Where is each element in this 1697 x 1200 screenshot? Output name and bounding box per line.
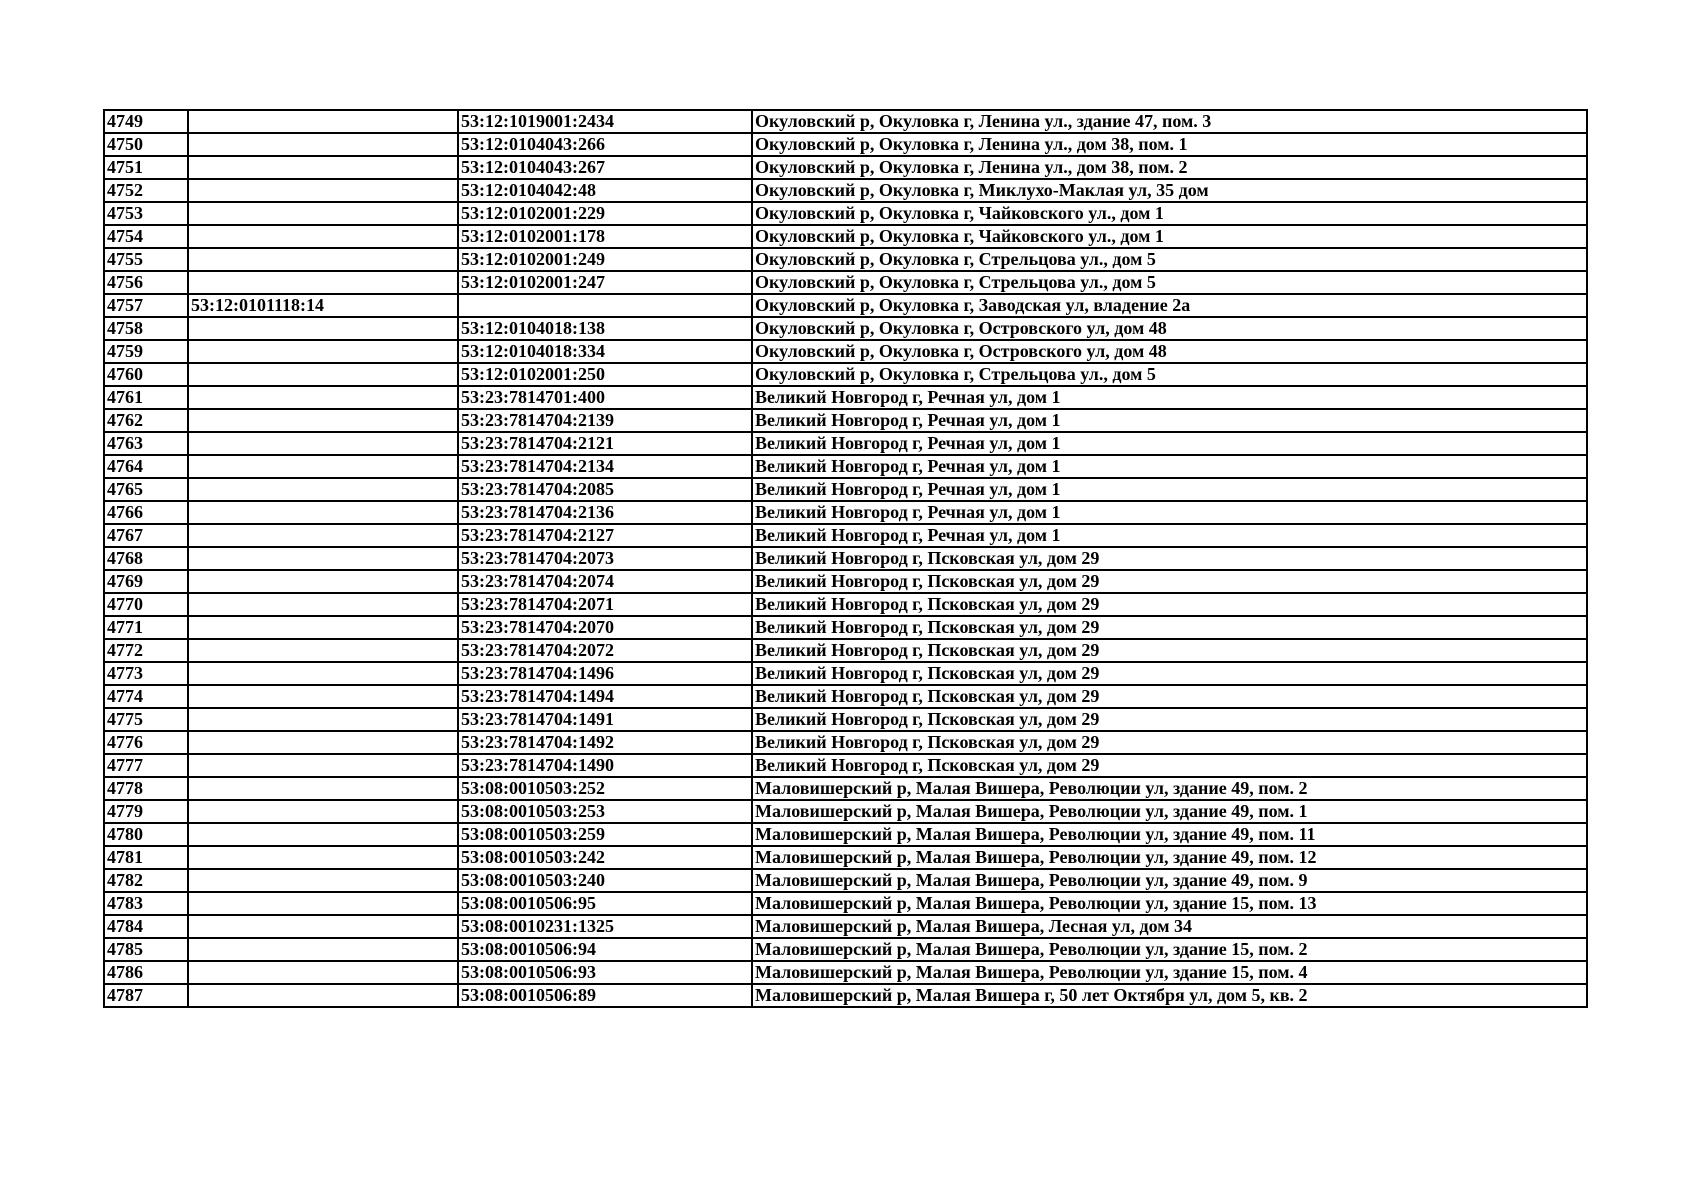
object-cadastral-number-cell: 53:08:0010506:93 xyxy=(458,961,752,984)
table-row xyxy=(104,340,1587,363)
land-cadastral-number-cell xyxy=(188,731,458,754)
object-cadastral-number-cell: 53:08:0010506:95 xyxy=(458,892,752,915)
object-cadastral-number-cell: 53:23:7814704:2073 xyxy=(458,547,752,570)
row-number-cell: 4772 xyxy=(104,639,188,662)
address-cell: Окуловский р, Окуловка г, Ленина ул., дом 38, пом. 1 xyxy=(752,133,1587,156)
object-cadastral-number-cell xyxy=(458,294,752,317)
table-row xyxy=(104,639,1587,662)
land-cadastral-number-cell xyxy=(188,938,458,961)
land-cadastral-number-cell xyxy=(188,984,458,1007)
table-row xyxy=(104,915,1587,938)
object-cadastral-number-cell: 53:12:0104043:267 xyxy=(458,156,752,179)
address-cell: Великий Новгород г, Псковская ул, дом 29 xyxy=(752,593,1587,616)
table-row xyxy=(104,110,1587,133)
land-cadastral-number-cell: 53:12:0101118:14 xyxy=(188,294,458,317)
table-row xyxy=(104,156,1587,179)
row-number-cell: 4776 xyxy=(104,731,188,754)
row-number-cell: 4774 xyxy=(104,685,188,708)
row-number-cell: 4756 xyxy=(104,271,188,294)
land-cadastral-number-cell xyxy=(188,593,458,616)
object-cadastral-number-cell: 53:23:7814704:2085 xyxy=(458,478,752,501)
land-cadastral-number-cell xyxy=(188,547,458,570)
address-cell: Маловишерский р, Малая Вишера, Революции ул, здание 49, пом. 12 xyxy=(752,846,1587,869)
address-cell: Окуловский р, Окуловка г, Стрельцова ул., дом 5 xyxy=(752,248,1587,271)
row-number-cell: 4779 xyxy=(104,800,188,823)
address-cell: Великий Новгород г, Псковская ул, дом 29 xyxy=(752,570,1587,593)
address-cell: Маловишерский р, Малая Вишера, Революции ул, здание 15, пом. 2 xyxy=(752,938,1587,961)
object-cadastral-number-cell: 53:12:0104042:48 xyxy=(458,179,752,202)
table-row xyxy=(104,225,1587,248)
object-cadastral-number-cell: 53:23:7814704:1492 xyxy=(458,731,752,754)
land-cadastral-number-cell xyxy=(188,179,458,202)
object-cadastral-number-cell: 53:23:7814704:2139 xyxy=(458,409,752,432)
table-row xyxy=(104,294,1587,317)
row-number-cell: 4758 xyxy=(104,317,188,340)
object-cadastral-number-cell: 53:12:0102001:250 xyxy=(458,363,752,386)
land-cadastral-number-cell xyxy=(188,363,458,386)
address-cell: Великий Новгород г, Речная ул, дом 1 xyxy=(752,455,1587,478)
address-cell: Окуловский р, Окуловка г, Стрельцова ул., дом 5 xyxy=(752,271,1587,294)
table-row xyxy=(104,731,1587,754)
row-number-cell: 4750 xyxy=(104,133,188,156)
row-number-cell: 4760 xyxy=(104,363,188,386)
land-cadastral-number-cell xyxy=(188,639,458,662)
row-number-cell: 4769 xyxy=(104,570,188,593)
table-row xyxy=(104,524,1587,547)
row-number-cell: 4787 xyxy=(104,984,188,1007)
object-cadastral-number-cell: 53:23:7814704:1491 xyxy=(458,708,752,731)
object-cadastral-number-cell: 53:08:0010506:89 xyxy=(458,984,752,1007)
object-cadastral-number-cell: 53:08:0010231:1325 xyxy=(458,915,752,938)
land-cadastral-number-cell xyxy=(188,915,458,938)
object-cadastral-number-cell: 53:12:0102001:178 xyxy=(458,225,752,248)
row-number-cell: 4763 xyxy=(104,432,188,455)
land-cadastral-number-cell xyxy=(188,133,458,156)
row-number-cell: 4781 xyxy=(104,846,188,869)
table-row xyxy=(104,547,1587,570)
row-number-cell: 4764 xyxy=(104,455,188,478)
row-number-cell: 4780 xyxy=(104,823,188,846)
land-cadastral-number-cell xyxy=(188,478,458,501)
table-row xyxy=(104,570,1587,593)
object-cadastral-number-cell: 53:23:7814704:2071 xyxy=(458,593,752,616)
address-cell: Маловишерский р, Малая Вишера, Революции ул, здание 49, пом. 2 xyxy=(752,777,1587,800)
address-cell: Окуловский р, Окуловка г, Островского ул, дом 48 xyxy=(752,317,1587,340)
table-row xyxy=(104,478,1587,501)
address-cell: Великий Новгород г, Псковская ул, дом 29 xyxy=(752,685,1587,708)
table-row xyxy=(104,317,1587,340)
table-row xyxy=(104,202,1587,225)
land-cadastral-number-cell xyxy=(188,869,458,892)
object-cadastral-number-cell: 53:23:7814704:2136 xyxy=(458,501,752,524)
object-cadastral-number-cell: 53:23:7814704:1496 xyxy=(458,662,752,685)
row-number-cell: 4762 xyxy=(104,409,188,432)
table-row xyxy=(104,363,1587,386)
property-table xyxy=(103,109,1588,1008)
address-cell: Окуловский р, Окуловка г, Миклухо-Маклая ул, 35 дом xyxy=(752,179,1587,202)
row-number-cell: 4755 xyxy=(104,248,188,271)
table-row xyxy=(104,984,1587,1007)
row-number-cell: 4765 xyxy=(104,478,188,501)
address-cell: Окуловский р, Окуловка г, Заводская ул, владение 2а xyxy=(752,294,1587,317)
land-cadastral-number-cell xyxy=(188,317,458,340)
land-cadastral-number-cell xyxy=(188,455,458,478)
row-number-cell: 4786 xyxy=(104,961,188,984)
object-cadastral-number-cell: 53:08:0010503:242 xyxy=(458,846,752,869)
row-number-cell: 4773 xyxy=(104,662,188,685)
land-cadastral-number-cell xyxy=(188,662,458,685)
table-row xyxy=(104,616,1587,639)
table-row xyxy=(104,938,1587,961)
row-number-cell: 4757 xyxy=(104,294,188,317)
land-cadastral-number-cell xyxy=(188,409,458,432)
row-number-cell: 4761 xyxy=(104,386,188,409)
address-cell: Великий Новгород г, Речная ул, дом 1 xyxy=(752,386,1587,409)
address-cell: Окуловский р, Окуловка г, Ленина ул., дом 38, пом. 2 xyxy=(752,156,1587,179)
object-cadastral-number-cell: 53:12:1019001:2434 xyxy=(458,110,752,133)
row-number-cell: 4785 xyxy=(104,938,188,961)
table-body xyxy=(104,110,1587,1007)
address-cell: Великий Новгород г, Псковская ул, дом 29 xyxy=(752,639,1587,662)
land-cadastral-number-cell xyxy=(188,961,458,984)
row-number-cell: 4753 xyxy=(104,202,188,225)
object-cadastral-number-cell: 53:12:0104018:138 xyxy=(458,317,752,340)
address-cell: Великий Новгород г, Псковская ул, дом 29 xyxy=(752,616,1587,639)
address-cell: Великий Новгород г, Речная ул, дом 1 xyxy=(752,478,1587,501)
address-cell: Великий Новгород г, Псковская ул, дом 29 xyxy=(752,547,1587,570)
land-cadastral-number-cell xyxy=(188,616,458,639)
table-row xyxy=(104,271,1587,294)
land-cadastral-number-cell xyxy=(188,110,458,133)
address-cell: Окуловский р, Окуловка г, Островского ул, дом 48 xyxy=(752,340,1587,363)
row-number-cell: 4752 xyxy=(104,179,188,202)
table-row xyxy=(104,455,1587,478)
address-cell: Маловишерский р, Малая Вишера, Революции ул, здание 49, пом. 9 xyxy=(752,869,1587,892)
table-row xyxy=(104,892,1587,915)
land-cadastral-number-cell xyxy=(188,386,458,409)
table-row xyxy=(104,754,1587,777)
object-cadastral-number-cell: 53:08:0010503:259 xyxy=(458,823,752,846)
row-number-cell: 4749 xyxy=(104,110,188,133)
object-cadastral-number-cell: 53:12:0102001:247 xyxy=(458,271,752,294)
address-cell: Окуловский р, Окуловка г, Ленина ул., здание 47, пом. 3 xyxy=(752,110,1587,133)
table-row xyxy=(104,777,1587,800)
table-row xyxy=(104,961,1587,984)
object-cadastral-number-cell: 53:08:0010506:94 xyxy=(458,938,752,961)
land-cadastral-number-cell xyxy=(188,708,458,731)
land-cadastral-number-cell xyxy=(188,777,458,800)
table-row xyxy=(104,708,1587,731)
object-cadastral-number-cell: 53:23:7814704:2121 xyxy=(458,432,752,455)
address-cell: Великий Новгород г, Речная ул, дом 1 xyxy=(752,524,1587,547)
address-cell: Великий Новгород г, Речная ул, дом 1 xyxy=(752,501,1587,524)
land-cadastral-number-cell xyxy=(188,225,458,248)
land-cadastral-number-cell xyxy=(188,340,458,363)
address-cell: Великий Новгород г, Псковская ул, дом 29 xyxy=(752,708,1587,731)
table-row xyxy=(104,501,1587,524)
table-row xyxy=(104,248,1587,271)
object-cadastral-number-cell: 53:23:7814704:2070 xyxy=(458,616,752,639)
address-cell: Окуловский р, Окуловка г, Чайковского ул., дом 1 xyxy=(752,202,1587,225)
row-number-cell: 4770 xyxy=(104,593,188,616)
table-row xyxy=(104,662,1587,685)
object-cadastral-number-cell: 53:08:0010503:252 xyxy=(458,777,752,800)
land-cadastral-number-cell xyxy=(188,823,458,846)
table-row xyxy=(104,593,1587,616)
row-number-cell: 4751 xyxy=(104,156,188,179)
table-row xyxy=(104,800,1587,823)
land-cadastral-number-cell xyxy=(188,501,458,524)
object-cadastral-number-cell: 53:08:0010503:253 xyxy=(458,800,752,823)
address-cell: Великий Новгород г, Речная ул, дом 1 xyxy=(752,409,1587,432)
object-cadastral-number-cell: 53:23:7814704:2074 xyxy=(458,570,752,593)
object-cadastral-number-cell: 53:08:0010503:240 xyxy=(458,869,752,892)
row-number-cell: 4777 xyxy=(104,754,188,777)
row-number-cell: 4775 xyxy=(104,708,188,731)
table-row xyxy=(104,179,1587,202)
row-number-cell: 4767 xyxy=(104,524,188,547)
address-cell: Маловишерский р, Малая Вишера, Лесная ул, дом 34 xyxy=(752,915,1587,938)
address-cell: Маловишерский р, Малая Вишера, Революции ул, здание 49, пом. 1 xyxy=(752,800,1587,823)
address-cell: Окуловский р, Окуловка г, Чайковского ул., дом 1 xyxy=(752,225,1587,248)
address-cell: Маловишерский р, Малая Вишера, Революции ул, здание 15, пом. 4 xyxy=(752,961,1587,984)
object-cadastral-number-cell: 53:23:7814704:2127 xyxy=(458,524,752,547)
object-cadastral-number-cell: 53:12:0102001:229 xyxy=(458,202,752,225)
land-cadastral-number-cell xyxy=(188,432,458,455)
object-cadastral-number-cell: 53:23:7814704:2072 xyxy=(458,639,752,662)
land-cadastral-number-cell xyxy=(188,156,458,179)
object-cadastral-number-cell: 53:12:0102001:249 xyxy=(458,248,752,271)
table-row xyxy=(104,432,1587,455)
address-cell: Великий Новгород г, Речная ул, дом 1 xyxy=(752,432,1587,455)
table-row xyxy=(104,409,1587,432)
row-number-cell: 4766 xyxy=(104,501,188,524)
table-row xyxy=(104,133,1587,156)
row-number-cell: 4768 xyxy=(104,547,188,570)
land-cadastral-number-cell xyxy=(188,892,458,915)
address-cell: Великий Новгород г, Псковская ул, дом 29 xyxy=(752,731,1587,754)
address-cell: Великий Новгород г, Псковская ул, дом 29 xyxy=(752,662,1587,685)
row-number-cell: 4778 xyxy=(104,777,188,800)
land-cadastral-number-cell xyxy=(188,800,458,823)
land-cadastral-number-cell xyxy=(188,685,458,708)
table-row xyxy=(104,685,1587,708)
land-cadastral-number-cell xyxy=(188,271,458,294)
row-number-cell: 4771 xyxy=(104,616,188,639)
row-number-cell: 4759 xyxy=(104,340,188,363)
row-number-cell: 4754 xyxy=(104,225,188,248)
table-row xyxy=(104,823,1587,846)
address-cell: Окуловский р, Окуловка г, Стрельцова ул., дом 5 xyxy=(752,363,1587,386)
row-number-cell: 4782 xyxy=(104,869,188,892)
row-number-cell: 4784 xyxy=(104,915,188,938)
land-cadastral-number-cell xyxy=(188,524,458,547)
table-row xyxy=(104,386,1587,409)
object-cadastral-number-cell: 53:23:7814704:1494 xyxy=(458,685,752,708)
land-cadastral-number-cell xyxy=(188,570,458,593)
address-cell: Великий Новгород г, Псковская ул, дом 29 xyxy=(752,754,1587,777)
land-cadastral-number-cell xyxy=(188,846,458,869)
land-cadastral-number-cell xyxy=(188,248,458,271)
object-cadastral-number-cell: 53:23:7814704:2134 xyxy=(458,455,752,478)
row-number-cell: 4783 xyxy=(104,892,188,915)
object-cadastral-number-cell: 53:23:7814704:1490 xyxy=(458,754,752,777)
object-cadastral-number-cell: 53:23:7814701:400 xyxy=(458,386,752,409)
object-cadastral-number-cell: 53:12:0104018:334 xyxy=(458,340,752,363)
land-cadastral-number-cell xyxy=(188,202,458,225)
table-row xyxy=(104,846,1587,869)
address-cell: Маловишерский р, Малая Вишера, Революции ул, здание 49, пом. 11 xyxy=(752,823,1587,846)
object-cadastral-number-cell: 53:12:0104043:266 xyxy=(458,133,752,156)
land-cadastral-number-cell xyxy=(188,754,458,777)
table-row xyxy=(104,869,1587,892)
address-cell: Маловишерский р, Малая Вишера г, 50 лет Октября ул, дом 5, кв. 2 xyxy=(752,984,1587,1007)
address-cell: Маловишерский р, Малая Вишера, Революции ул, здание 15, пом. 13 xyxy=(752,892,1587,915)
